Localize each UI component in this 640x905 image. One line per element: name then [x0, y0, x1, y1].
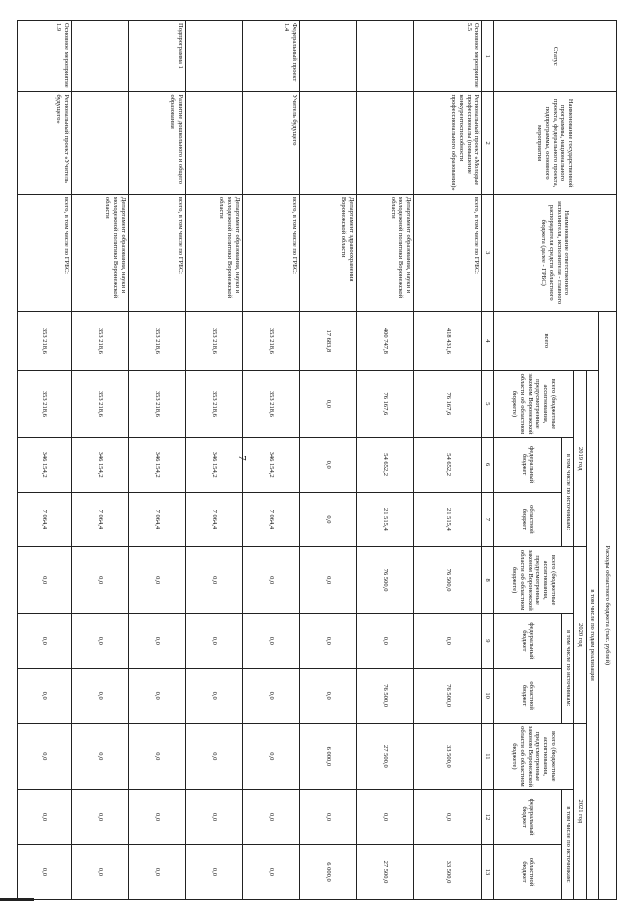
- header-name: Наименование государственной программы, национального проекта, федерального проекта, подпрограммы, основного мероприятия: [493, 92, 616, 194]
- row-2021-regional: 0,0: [18, 844, 72, 899]
- row-2021-federal: 0,0: [71, 790, 128, 845]
- row-2021-federal: 0,0: [18, 790, 72, 845]
- table-row: [242, 21, 299, 900]
- rotated-budget-table: [17, 20, 617, 900]
- row-2020-federal: 0,0: [413, 613, 481, 668]
- row-2020-all: 0,0: [185, 547, 242, 614]
- col-number: 11: [482, 723, 493, 790]
- row-2021-all: 0,0: [71, 723, 128, 790]
- col-number: 13: [482, 844, 493, 899]
- row-2019-regional: 7 064,4: [71, 492, 128, 547]
- row-2021-regional: 0,0: [185, 844, 242, 899]
- row-2019-all: 353 218,6: [242, 371, 299, 438]
- row-gbs: всего, в том числе по ГРБС:: [128, 194, 185, 311]
- row-2021-regional: 0,0: [71, 844, 128, 899]
- row-name: Учитель будущего: [242, 92, 299, 194]
- row-2021-federal: 0,0: [185, 790, 242, 845]
- row-2020-regional: 76 500,0: [413, 668, 481, 723]
- row-2020-regional: 0,0: [18, 668, 72, 723]
- row-2019-all: 76 167,6: [413, 371, 481, 438]
- row-status: [71, 21, 128, 92]
- row-status: Федеральный проект 1.4: [242, 21, 299, 92]
- row-2021-all: 27 500,0: [356, 723, 413, 790]
- row-2020-regional: 0,0: [128, 668, 185, 723]
- row-2019-all: 353 218,6: [128, 371, 185, 438]
- header-regional-2021: областной бюджет: [493, 844, 561, 899]
- row-2020-all: 0,0: [128, 547, 185, 614]
- row-2019-federal: 0,0: [299, 437, 356, 492]
- row-2019-all: 353 218,6: [71, 371, 128, 438]
- row-gbs: Департамент образования, науки и молодежной политики Воронежской области: [356, 194, 413, 311]
- row-2019-regional: 7 064,4: [185, 492, 242, 547]
- row-2021-federal: 0,0: [413, 790, 481, 845]
- row-name: [185, 92, 242, 194]
- header-year-2021: 2021 год: [574, 723, 586, 899]
- row-gbs: всего, в том числе по ГРБС:: [18, 194, 72, 311]
- row-2019-regional: 7 064,4: [128, 492, 185, 547]
- row-2019-federal: 346 154,2: [185, 437, 242, 492]
- row-gbs: Департамент образования, науки и молодежной политики Воронежской области: [71, 194, 128, 311]
- row-2020-federal: 0,0: [18, 613, 72, 668]
- col-number: 3: [482, 194, 493, 311]
- col-number: 12: [482, 790, 493, 845]
- row-2019-regional: 21 515,4: [356, 492, 413, 547]
- row-2019-all: 0,0: [299, 371, 356, 438]
- row-name: [299, 92, 356, 194]
- table-row: [356, 21, 413, 900]
- row-status: Основное мероприятие 1.9: [18, 21, 72, 92]
- row-gbs: Департамент образования, науки и молодежной политики Воронежской области: [185, 194, 242, 311]
- header-by-years: в том числе по годам реализации: [586, 371, 598, 900]
- row-total: 400 747,8: [356, 311, 413, 371]
- row-2019-federal: 54 652,2: [356, 437, 413, 492]
- row-2021-federal: 0,0: [242, 790, 299, 845]
- row-2019-regional: 0,0: [299, 492, 356, 547]
- row-2021-all: 6 000,0: [299, 723, 356, 790]
- row-2021-federal: 0,0: [128, 790, 185, 845]
- col-number: 1: [482, 21, 493, 92]
- row-total: 353 218,6: [185, 311, 242, 371]
- row-total: 353 218,6: [71, 311, 128, 371]
- row-status: Основное мероприятие 5.5: [413, 21, 481, 92]
- row-2021-regional: 0,0: [242, 844, 299, 899]
- header-federal-2019: федеральный бюджет: [493, 437, 561, 492]
- header-sources-2019: в том числе по источникам:: [562, 437, 574, 547]
- row-name: Региональный проект «Учитель будущего»: [18, 92, 72, 194]
- row-total: 353 218,6: [18, 311, 72, 371]
- table-row: [413, 21, 481, 900]
- col-number: 2: [482, 92, 493, 194]
- header-federal-2021: федеральный бюджет: [493, 790, 561, 845]
- table-row: [71, 21, 128, 900]
- row-gbs: всего, в том числе по ГРБС:: [242, 194, 299, 311]
- col-number: 6: [482, 437, 493, 492]
- header-all-2019: всего (бюджетные ассигнования, предусмотренные законом Воронежской области об областном бюджете): [493, 371, 574, 438]
- row-2020-all: 0,0: [18, 547, 72, 614]
- row-name: Региональный проект «Молодые профессионалы (повышение конкурентоспособности профессионального образования)»: [413, 92, 481, 194]
- row-2020-all: 0,0: [71, 547, 128, 614]
- row-status: [356, 21, 413, 92]
- row-2021-regional: 0,0: [128, 844, 185, 899]
- row-2021-all: 0,0: [128, 723, 185, 790]
- col-number: 5: [482, 371, 493, 438]
- header-status: Статус: [493, 21, 616, 92]
- row-2021-all: 0,0: [18, 723, 72, 790]
- row-2020-federal: 0,0: [356, 613, 413, 668]
- row-2019-federal: 346 154,2: [128, 437, 185, 492]
- table-row: [185, 21, 242, 900]
- row-name: [356, 92, 413, 194]
- header-federal-2020: федеральный бюджет: [493, 613, 561, 668]
- header-sources-2020: в том числе по источникам:: [562, 613, 574, 723]
- row-2020-regional: 0,0: [242, 668, 299, 723]
- row-2020-federal: 0,0: [128, 613, 185, 668]
- budget-table: [17, 20, 617, 900]
- row-2021-all: 33 500,0: [413, 723, 481, 790]
- col-number: 9: [482, 613, 493, 668]
- row-2020-all: 0,0: [242, 547, 299, 614]
- row-2021-federal: 0,0: [299, 790, 356, 845]
- row-2021-regional: 27 500,0: [356, 844, 413, 899]
- row-2021-regional: 6 000,0: [299, 844, 356, 899]
- header-sources-2021: в том числе по источникам:: [562, 790, 574, 900]
- row-2021-all: 0,0: [185, 723, 242, 790]
- header-regional-2020: областной бюджет: [493, 668, 561, 723]
- header-total: всего: [493, 311, 598, 371]
- row-2019-federal: 346 154,2: [71, 437, 128, 492]
- row-name: Развитие дошкольного и общего образования: [128, 92, 185, 194]
- header-all-2021: всего (бюджетные ассигнования, предусмотренные законом Воронежской области об областном бюджете): [493, 723, 574, 790]
- row-2020-regional: 76 500,0: [356, 668, 413, 723]
- row-gbs: Департамент здравоохранения Воронежской области: [299, 194, 356, 311]
- row-2020-all: 0,0: [299, 547, 356, 614]
- header-gbs: Наименование ответственного исполнителя, исполнителя - главного распорядителя средств областного бюджета (далее - ГРБС): [493, 194, 616, 311]
- row-2019-regional: 7 064,4: [242, 492, 299, 547]
- row-2019-regional: 21 515,4: [413, 492, 481, 547]
- row-status: [299, 21, 356, 92]
- row-2019-federal: 346 154,2: [242, 437, 299, 492]
- row-2020-regional: 0,0: [299, 668, 356, 723]
- col-number: 8: [482, 547, 493, 614]
- col-number: 4: [482, 311, 493, 371]
- table-row: [18, 21, 72, 900]
- row-total: 17 683,8: [299, 311, 356, 371]
- row-2020-federal: 0,0: [242, 613, 299, 668]
- row-2019-regional: 7 064,4: [18, 492, 72, 547]
- row-2020-all: 76 500,0: [356, 547, 413, 614]
- row-status: Подпрограмма 1: [128, 21, 185, 92]
- page-number: 7: [236, 455, 248, 461]
- row-2021-all: 0,0: [242, 723, 299, 790]
- table-row: [299, 21, 356, 900]
- row-2019-federal: 54 652,2: [413, 437, 481, 492]
- row-2020-federal: 0,0: [71, 613, 128, 668]
- header-all-2020: всего (бюджетные ассигнования, предусмотренные законом Воронежской области об областном бюджете): [493, 547, 574, 614]
- row-2021-regional: 33 500,0: [413, 844, 481, 899]
- row-status: [185, 21, 242, 92]
- header-regional-2019: областной бюджет: [493, 492, 561, 547]
- header-year-2020: 2020 год: [574, 547, 586, 723]
- header-expenses: Расходы областного бюджета (тыс. рублей): [598, 311, 616, 899]
- row-2020-regional: 0,0: [71, 668, 128, 723]
- row-total: 353 218,6: [242, 311, 299, 371]
- row-gbs: всего, в том числе по ГРБС:: [413, 194, 481, 311]
- row-2020-federal: 0,0: [185, 613, 242, 668]
- row-2020-regional: 0,0: [185, 668, 242, 723]
- col-number: 7: [482, 492, 493, 547]
- row-2020-all: 76 500,0: [413, 547, 481, 614]
- row-2019-federal: 346 154,2: [18, 437, 72, 492]
- row-total: 418 431,6: [413, 311, 481, 371]
- table-body: [18, 21, 482, 900]
- row-2019-all: 76 167,6: [356, 371, 413, 438]
- row-2020-federal: 0,0: [299, 613, 356, 668]
- table-row: [128, 21, 185, 900]
- row-2019-all: 353 218,6: [185, 371, 242, 438]
- row-name: [71, 92, 128, 194]
- row-2019-all: 353 218,6: [18, 371, 72, 438]
- row-2021-federal: 0,0: [356, 790, 413, 845]
- row-total: 353 218,6: [128, 311, 185, 371]
- header-year-2019: 2019 год: [574, 371, 586, 547]
- col-number: 10: [482, 668, 493, 723]
